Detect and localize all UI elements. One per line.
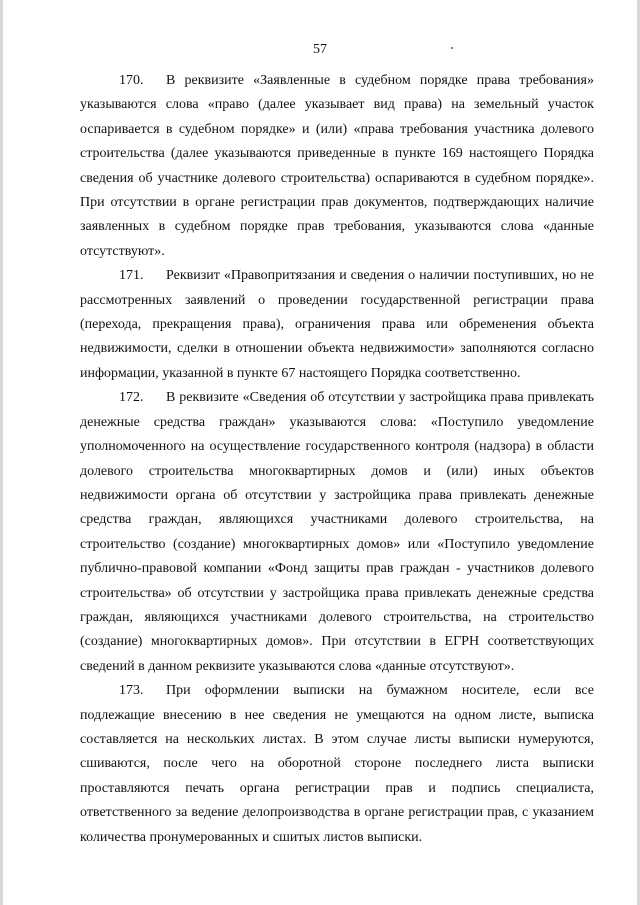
document-body xyxy=(80,69,594,850)
scan-edge-left xyxy=(0,0,3,905)
paragraph-text: Реквизит «Правопритязания и сведения о наличии поступивших, но не рассмотренных заявлений о проведении государственной регистрации права (перехода, прекращения права), ограничения права или обременения объекта недвижимости, сделки в отношении объекта недвижимости» заполняются согласно информации, указанной в пункте 67 настоящего Порядка соответственно. xyxy=(80,268,594,381)
page-number: 57 xyxy=(313,42,327,57)
paragraph-text: В реквизите «Сведения об отсутствии у застройщика права привлекать денежные средства граждан» указываются слова: «Поступило уведомление уполномоченного на осуществление государственного контроля (надзора) в области долевого строительства многоквартирных домов и (или) иных объектов недвижимости органа об отсутствии у застройщика права привлекать денежные средства граждан, являющихся участниками долевого строительства, на строительство (создание) многоквартирных домов» или «Поступило уведомление публично-правовой компании «Фонд защиты прав граждан - участников долевого строительства» об отсутствии у застройщика права привлекать денежные средства граждан, являющихся участниками долевого строительства, на строительство (создание) многоквартирных домов». При отсутствии в ЕГРН соответствующих сведений в данном реквизите указываются слова «данные отсутствуют». xyxy=(80,390,594,674)
paragraph-text: В реквизите «Заявленные в судебном порядке права требования» указываются слова «право (далее указывает вид права) на земельный участок оспаривается в судебном порядке» и (или) «права требования участника долевого строительства (далее указываются приведенные в пункте 169 настоящего Порядка сведения об участнике долевого строительства) оспариваются в судебном порядке». При отсутствии в органе регистрации прав документов, подтверждающих наличие заявленных в судебном порядке прав требования, указываются слова «данные отсутствуют». xyxy=(80,73,594,259)
paragraph-170 xyxy=(80,69,594,264)
paragraph-number: 171. xyxy=(119,268,144,284)
paragraph-number: 172. xyxy=(119,390,144,406)
paragraph-number: 170. xyxy=(119,73,144,88)
paragraph-171 xyxy=(80,264,594,386)
paragraph-173 xyxy=(80,679,594,850)
paragraph-172 xyxy=(80,386,594,679)
paragraph-text: При оформлении выписки на бумажном носителе, если все подлежащие внесению в нее сведения не умещаются на одном листе, выписка составляется на нескольких листах. В этом случае листы выписки нумеруются, сшиваются, после чего на оборотной стороне последнего листа выписки проставляются печать органа регистрации прав и подпись специалиста, ответственного за ведение делопроизводства в органе регистрации прав, с указанием количества пронумерованных и сшитых листов выписки. xyxy=(80,683,594,845)
paragraph-number: 173. xyxy=(119,683,144,699)
